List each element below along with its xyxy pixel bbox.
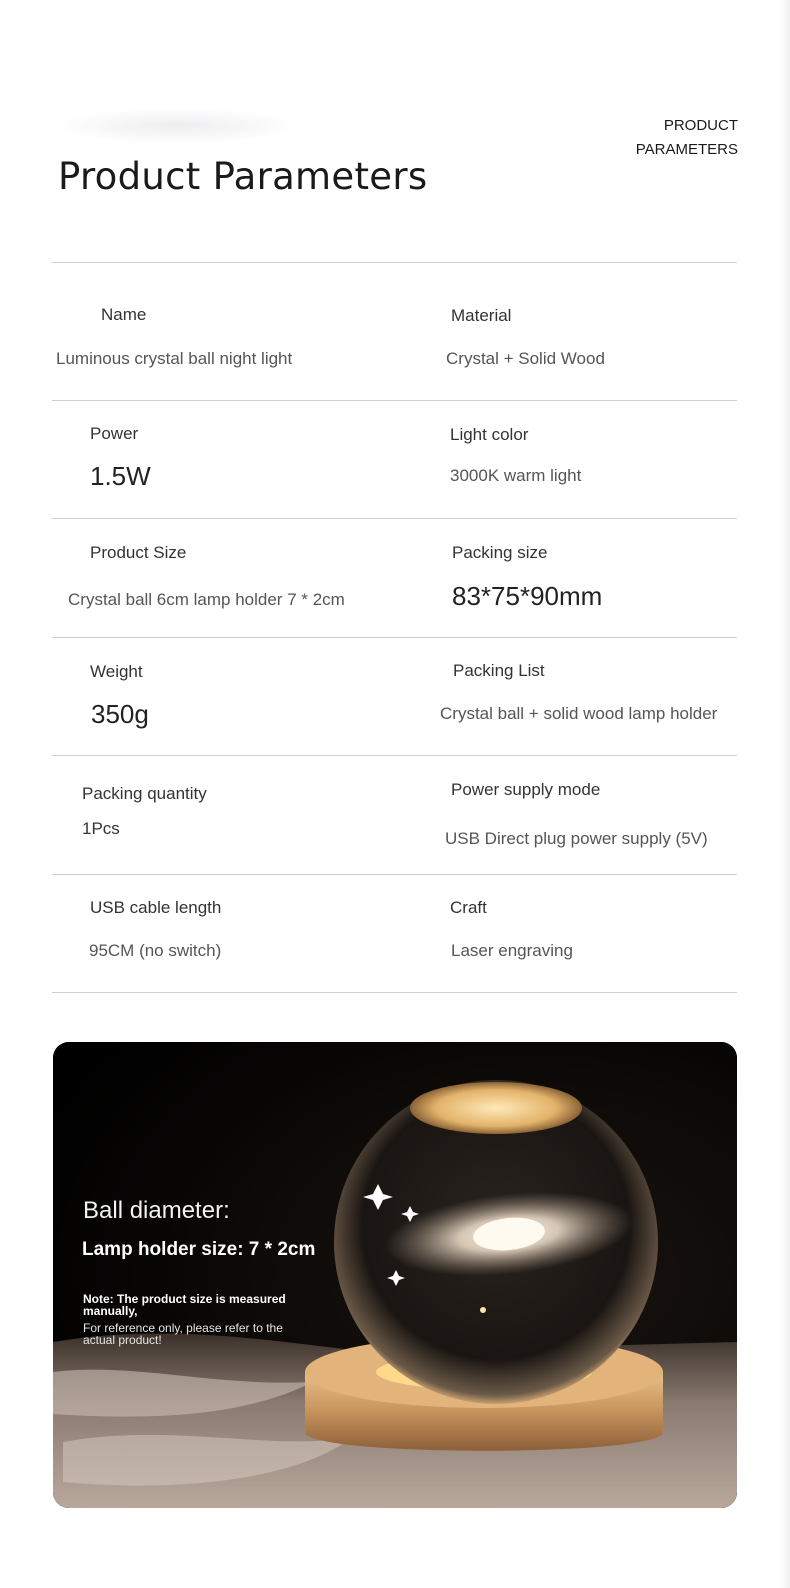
faded-heading-shadow (52, 108, 302, 144)
corner-label-line-1: PRODUCT (663, 117, 738, 134)
param-value-craft: Laser engraving (451, 941, 573, 960)
param-value-power-supply-mode: USB Direct plug power supply (5V) (445, 829, 708, 848)
divider (52, 518, 737, 519)
param-label-name: Name (101, 305, 147, 324)
divider (52, 400, 737, 401)
param-label-craft: Craft (450, 898, 487, 917)
param-label-usb-cable-length: USB cable length (90, 898, 222, 917)
product-photo (53, 1042, 737, 1508)
measurement-note: Note: The product size is measured manually, (83, 1292, 286, 1318)
param-value-weight: 350g (91, 699, 149, 729)
divider (52, 262, 737, 263)
param-label-material: Material (451, 306, 512, 325)
param-label-packing-list: Packing List (453, 661, 545, 680)
divider (52, 874, 737, 875)
param-label-weight: Weight (90, 662, 143, 681)
section-corner-label (598, 114, 738, 162)
divider (52, 637, 737, 638)
param-value-product-size: Crystal ball 6cm lamp holder 7 * 2cm (68, 590, 345, 609)
param-value-packing-quantity: 1Pcs (82, 819, 120, 838)
param-label-power: Power (90, 424, 139, 443)
param-value-name: Luminous crystal ball night light (56, 349, 293, 368)
page-title: Product Parameters (58, 155, 428, 198)
param-label-packing-size: Packing size (452, 543, 548, 562)
param-value-light-color: 3000K warm light (450, 466, 582, 485)
param-label-packing-quantity: Packing quantity (82, 784, 207, 803)
param-label-product-size: Product Size (90, 543, 187, 562)
ball-diameter-label: Ball diameter: (83, 1197, 230, 1224)
param-value-material: Crystal + Solid Wood (446, 349, 605, 368)
divider (52, 992, 737, 993)
param-label-power-supply-mode: Power supply mode (451, 780, 601, 799)
param-label-light-color: Light color (450, 425, 529, 444)
reference-note: For reference only, please refer to the actual product! (83, 1321, 283, 1347)
divider (52, 755, 737, 756)
param-value-power: 1.5W (90, 461, 151, 491)
lamp-holder-size-label: Lamp holder size: 7 * 2cm (82, 1239, 316, 1260)
crystal-ball-lamp-illustration (53, 1042, 737, 1508)
corner-label-line-2: PARAMETERS (635, 141, 738, 158)
param-value-usb-cable-length: 95CM (no switch) (89, 941, 222, 960)
param-value-packing-list: Crystal ball + solid wood lamp holder (440, 704, 718, 723)
page-edge-shadow (780, 0, 790, 1588)
param-value-packing-size: 83*75*90mm (452, 581, 603, 611)
